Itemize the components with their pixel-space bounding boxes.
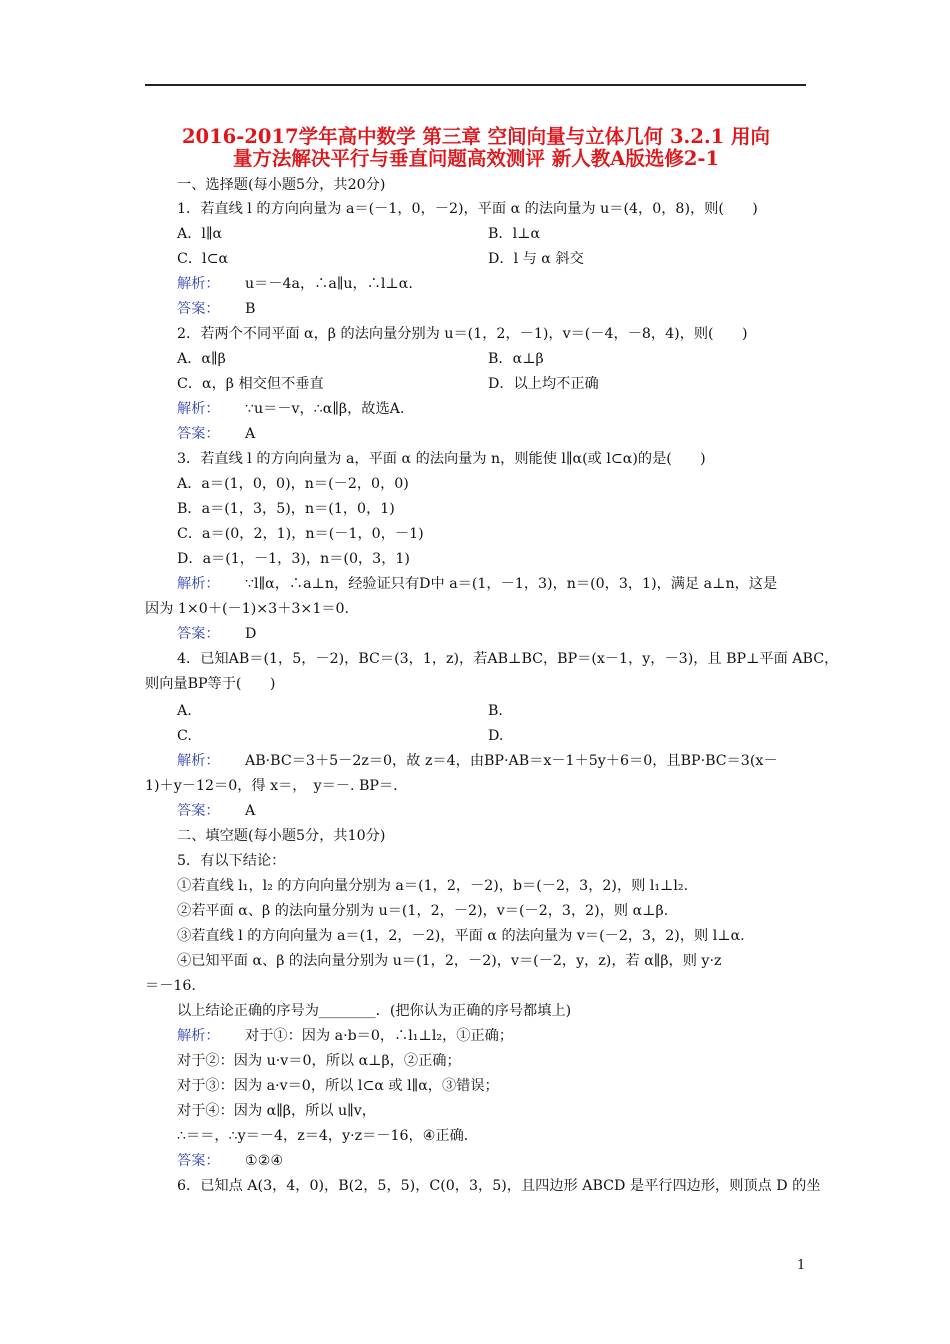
q5-conclusion-4: ④已知平面 α、β 的法向量分别为 u＝(1，2，－2)，v＝(－2，y，z)，若 α∥β，则 y·z [177, 953, 722, 969]
q4-analysis-cont: 1)＋y－12＝0，得 x＝， y＝－. BP＝. [145, 778, 398, 794]
q1-answer: B [245, 301, 256, 317]
q5-answer-label: 答案： [177, 1153, 220, 1169]
header-rule [145, 84, 806, 86]
q5-analysis-label: 解析： [177, 1028, 220, 1044]
q3-option-d: D．a＝(1，－1，3)，n＝(0，3，1) [177, 551, 410, 567]
q4-answer-label: 答案： [177, 803, 220, 819]
document-title [140, 126, 812, 170]
q1-option-d: D．l 与 α 斜交 [488, 251, 584, 267]
q1-answer-label: 答案： [177, 301, 220, 317]
q4-option-d: D. [488, 728, 504, 744]
question-2-stem: 2．若两个不同平面 α，β 的法向量分别为 u＝(1，2，－1)，v＝(－4，－8，4)，则( ) [177, 326, 748, 342]
q4-option-a: A. [177, 703, 192, 719]
q5-conclusion-3: ③若直线 l 的方向向量为 a＝(1，2，－2)，平面 α 的法向量为 v＝(－2，3，2)，则 l⊥α. [177, 928, 745, 944]
q3-option-a: A．a＝(1，0，0)，n＝(－2，0，0) [177, 476, 409, 492]
q2-answer: A [245, 426, 256, 442]
q3-analysis: ∵l∥α，∴a⊥n，经验证只有D中 a＝(1，－1，3)，n＝(0，3，1)，满足 a⊥n，这是 [245, 576, 778, 592]
q1-analysis-label: 解析： [177, 276, 220, 292]
q5-analysis-4: 对于④：因为 α∥β，所以 u∥v， [177, 1103, 376, 1119]
q4-analysis: AB·BC＝3＋5－2z＝0，故 z＝4，由BP·AB＝x－1＋5y＋6＝0，且BP·BC＝3(x－ [245, 753, 778, 769]
q5-answer: ①②④ [245, 1153, 284, 1169]
q2-option-d: D．以上均不正确 [488, 376, 599, 392]
question-6-stem: 6．已知点 A(3，4，0)，B(2，5，5)，C(0，3，5)，且四边形 ABCD 是平行四边形，则顶点 D 的坐 [177, 1178, 821, 1194]
q5-analysis-1: 对于①：因为 a·b＝0，∴l₁⊥l₂，①正确； [245, 1028, 514, 1044]
q1-option-c: C．l⊂α [177, 251, 229, 267]
q3-analysis-cont: 因为 1×0＋(－1)×3＋3×1＝0. [145, 601, 350, 617]
q2-option-a: A．α∥β [177, 351, 226, 367]
q5-question: 以上结论正确的序号为________．(把你认为正确的序号都填上) [177, 1003, 572, 1019]
q3-answer: D [245, 626, 257, 642]
q5-analysis-3: 对于③：因为 a·v＝0，所以 l⊂α 或 l∥α，③错误； [177, 1078, 499, 1094]
q3-option-c: C．a＝(0，2，1)，n＝(－1，0，－1) [177, 526, 424, 542]
q3-answer-label: 答案： [177, 626, 220, 642]
page-number: 1 [797, 1258, 806, 1273]
q2-option-c: C．α，β 相交但不垂直 [177, 376, 324, 392]
q2-analysis: ∵u＝－v，∴α∥β，故选A. [245, 401, 405, 417]
section-heading: 一、选择题(每小题5分，共20分) [177, 177, 386, 193]
question-5-stem: 5．有以下结论： [177, 853, 286, 869]
q5-analysis-5: ∴＝＝，∴y＝－4，z＝4，y·z＝－16，④正确． [177, 1128, 478, 1144]
q1-option-a: A．l∥α [177, 226, 223, 242]
q1-analysis: u＝－4a，∴a∥u，∴l⊥α. [245, 276, 413, 292]
question-4-stem: 4．已知AB＝(1，5，－2)，BC＝(3，1，z)，若AB⊥BC，BP＝(x－1，y，－3)，且 BP⊥平面 ABC， [177, 651, 839, 667]
q2-option-b: B．α⊥β [488, 351, 544, 367]
q4-answer: A [245, 803, 256, 819]
q4-analysis-label: 解析： [177, 753, 220, 769]
q5-conclusion-2: ②若平面 α、β 的法向量分别为 u＝(1，2，－2)，v＝(－2，3，2)，则 α⊥β. [177, 903, 669, 919]
section-heading: 二、填空题(每小题5分，共10分) [177, 828, 386, 844]
q5-conclusion-4-cont: ＝－16. [145, 978, 196, 994]
title-line-1: 2016-2017学年高中数学 第三章 空间向量与立体几何 3.2.1 用向 [181, 125, 771, 148]
q4-option-b: B. [488, 703, 503, 719]
q5-analysis-2: 对于②：因为 u·v＝0，所以 α⊥β，②正确； [177, 1053, 461, 1069]
q4-option-c: C. [177, 728, 192, 744]
q3-analysis-label: 解析： [177, 576, 220, 592]
question-3-stem: 3．若直线 l 的方向向量为 a，平面 α 的法向量为 n，则能使 l∥α(或 l⊂α)的是( ) [177, 451, 706, 467]
title-line-2: 量方法解决平行与垂直问题高效测评 新人教A版选修2-1 [232, 147, 720, 170]
q3-option-b: B．a＝(1，3，5)，n＝(1，0，1) [177, 501, 395, 517]
question-1-stem: 1．若直线 l 的方向向量为 a＝(－1，0，－2)，平面 α 的法向量为 u＝(4，0，8)，则( ) [177, 201, 758, 217]
q1-option-b: B．l⊥α [488, 226, 541, 242]
q2-answer-label: 答案： [177, 426, 220, 442]
q5-conclusion-1: ①若直线 l₁，l₂ 的方向向量分别为 a＝(1，2，－2)，b＝(－2，3，2)，则 l₁⊥l₂. [177, 878, 689, 894]
q2-analysis-label: 解析： [177, 401, 220, 417]
question-4-stem-cont: 则向量BP等于( ) [145, 676, 276, 692]
